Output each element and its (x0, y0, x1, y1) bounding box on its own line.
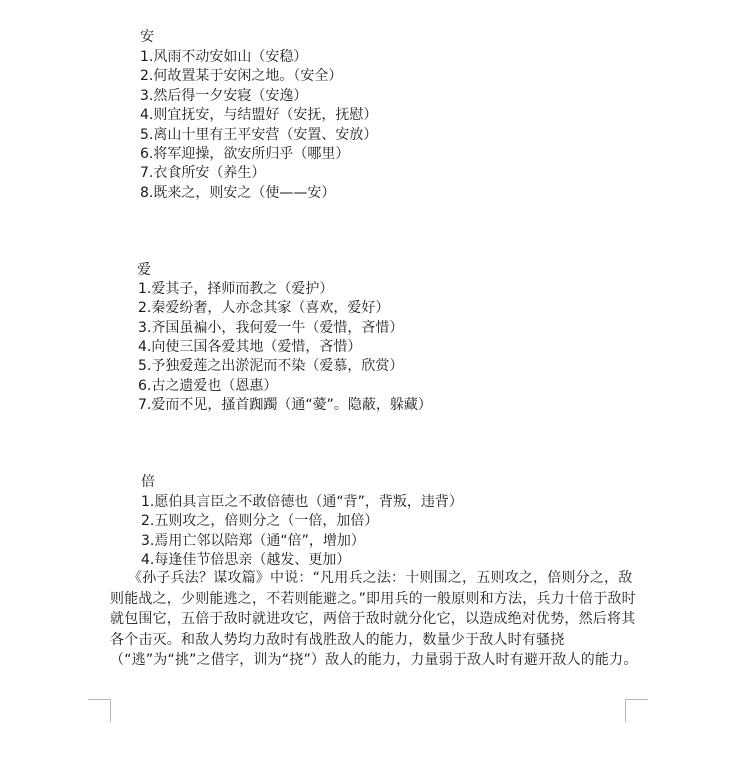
list-item: 3.然后得一夕安寝（安逸） (140, 88, 308, 104)
list-item: 1.风雨不动安如山（安稳） (140, 49, 308, 65)
list-item: 2.何故置某于安闲之地。（安全） (140, 68, 343, 84)
list-item: 4.每逢佳节倍思亲（越发、更加） (141, 552, 351, 568)
section-heading-bei: 倍 (141, 474, 155, 490)
body-paragraph: 《孙子兵法？谋攻篇》中说：“凡用兵之法：十则围之，五则攻之，倍则分之，敌则能战之，少则能逃之，不若则能避之。”即用兵的一般原则和方法，兵力十倍于敌时就包围它，五倍于敌时就进攻它，两倍于敌时就分化它，以造成绝对优势，然后将其各个击灭。和敌人势均力敌时有战胜敌人的能力，数量少于敌人时有骚挠（“逃”为“挑”之借字，训为“挠”）敌人的能力，力量弱于敌人时有避开敌人的能力。 (110, 570, 638, 668)
list-item: 4.则宜抚安，与结盟好（安抚，抚慰） (140, 107, 378, 123)
list-item: 6.古之遗爱也（恩惠） (138, 378, 278, 394)
list-item: 5.予独爱莲之出淤泥而不染（爱慕，欣赏） (138, 358, 404, 374)
list-item: 7.衣食所安（养生） (140, 165, 266, 181)
list-item: 2.五则攻之，倍则分之（一倍，加倍） (141, 513, 379, 529)
list-item: 8.既来之，则安之（使——安） (140, 185, 336, 201)
list-item: 1.爱其子，择师而教之（爱护） (138, 281, 334, 297)
list-item: 3.齐国虽褊小，我何爱一牛（爱惜，吝惜） (138, 320, 404, 336)
section-heading-ai: 爱 (137, 262, 151, 278)
list-item: 5.离山十里有王平安营（安置、安放） (140, 127, 378, 143)
page-corner-mark-left (88, 699, 111, 722)
list-item: 2.秦爱纷奢，人亦念其家（喜欢，爱好） (138, 300, 390, 316)
section-heading-an: 安 (140, 29, 154, 45)
list-item: 6.将军迎操，欲安所归乎（哪里） (140, 146, 350, 162)
list-item: 1.愿伯具言臣之不敢倍德也（通“背”，背叛，违背） (141, 494, 463, 510)
list-item: 4.向使三国各爱其地（爱惜，吝惜） (138, 339, 362, 355)
page-corner-mark-right (625, 699, 648, 722)
list-item: 3.焉用亡邻以陪郑（通“倍”，增加） (141, 533, 365, 549)
list-item: 7.爱而不见，搔首踟躅（通“薆”。隐蔽，躲藏） (138, 397, 432, 413)
